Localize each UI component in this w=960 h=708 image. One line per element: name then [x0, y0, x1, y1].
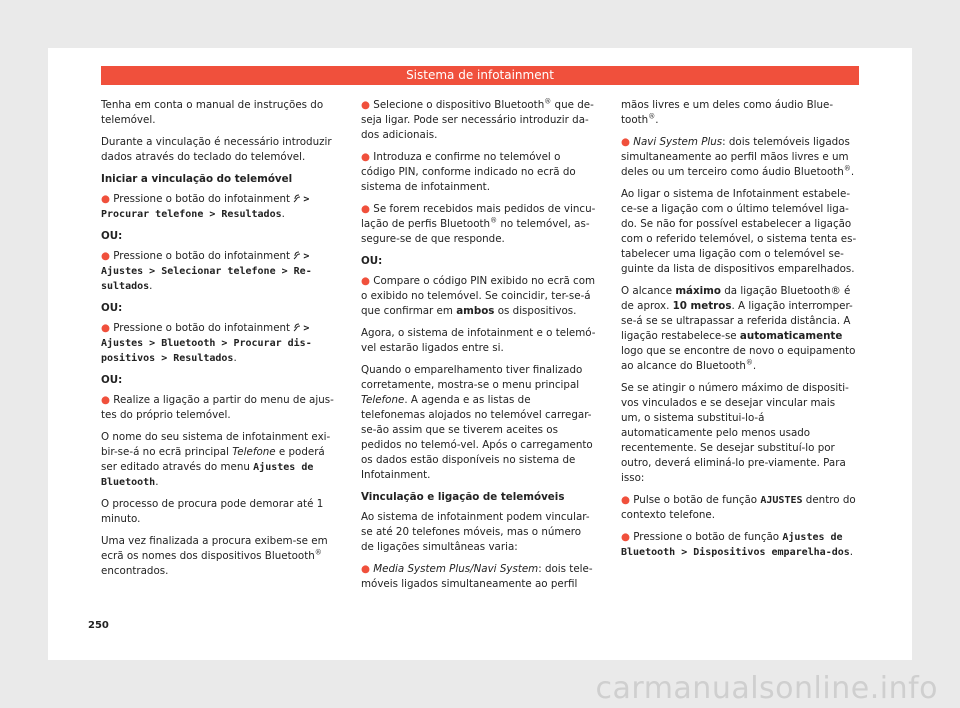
bullet-text: dentro do contexto telefone.: [621, 494, 856, 521]
bullet-text: Selecione o dispositivo Bluetooth: [373, 99, 545, 111]
or-label: OU:: [101, 230, 123, 242]
menu-path: > Ajustes > Selecionar telefone > Re-sultados: [101, 251, 312, 292]
bullet-icon: ●: [621, 494, 630, 506]
bullet-item: ● Pressione o botão do infotainment > Procurar telefone > Resultados.: [101, 193, 310, 220]
bullet-item: [101, 393, 337, 423]
menu-path: > Procurar telefone > Resultados: [101, 194, 310, 220]
bullet-text: : dois telemóveis ligados simultaneamente ao perfil mãos livres e um deles ou um terceiro como áudio Bluetooth: [621, 136, 850, 178]
bullet-text: que de-seja ligar. Pode ser necessário introduzir da-dos adicionais.: [361, 99, 594, 141]
text: e poderá ser editado através do menu: [101, 446, 325, 473]
menu-path: AJUSTES: [760, 495, 803, 506]
bullet-item: [361, 562, 597, 592]
column-3: [621, 98, 857, 567]
registered-mark: ®: [843, 164, 851, 173]
section-heading: Vinculação e ligação de telemóveis: [361, 491, 565, 503]
paragraph: [101, 534, 337, 579]
bullet-icon: ●: [101, 193, 110, 205]
page-number: 250: [88, 620, 109, 631]
paragraph: [621, 284, 857, 374]
or-label: OU:: [101, 302, 123, 314]
phone-wave-icon: [293, 251, 303, 260]
bold-text: ambos: [456, 305, 495, 317]
text: Telefone: [361, 394, 405, 406]
bullet-item: [361, 202, 597, 247]
registered-mark: ®: [745, 358, 753, 367]
paragraph: Ao ligar o sistema de Infotainment estabele-ce-se a ligação com o último telemóvel liga-do. Se não for possível estabelecer a ligação com o referido telemóvel, o sistema tenta es-tabelecer uma ligação com o telemóvel se-guinte da lista de dispositivos emparelhados.: [621, 188, 857, 275]
bullet-icon: ●: [101, 322, 110, 334]
registered-mark: ®: [544, 97, 552, 106]
paragraph: Ao sistema de infotainment podem vincular-se até 20 telefones móveis, mas o número de ligações simultâneas varia:: [361, 511, 590, 553]
bullet-item: [621, 530, 857, 560]
text: O nome do seu sistema de infotainment exi-bir-se-á no ecrã principal: [101, 431, 331, 458]
menu-path: > Ajustes > Bluetooth > Procurar dis-positivos > Resultados: [101, 323, 312, 364]
paragraph: O processo de procura pode demorar até 1 minuto.: [101, 498, 324, 525]
bullet-icon: ●: [361, 99, 370, 111]
paragraph: Agora, o sistema de infotainment e o telemó-vel estarão ligados entre si.: [361, 327, 596, 354]
or-label: OU:: [101, 374, 123, 386]
paragraph: [361, 363, 597, 483]
watermark: carmanualsonline.info: [595, 671, 938, 706]
bullet-text: Se forem recebidos mais pedidos de vincu-lação de perfis Bluetooth: [361, 203, 596, 230]
bullet-text: Realize a ligação a partir do menu de ajus-tes do próprio telemóvel.: [101, 394, 334, 421]
menu-path: Ajustes de Bluetooth: [101, 462, 314, 488]
bold-text: 10 metros: [672, 300, 732, 312]
or-label: OU:: [361, 255, 383, 267]
menu-path: Ajustes de Bluetooth > Dispositivos emparelha-dos: [621, 532, 850, 558]
bold-text: automaticamente: [739, 330, 843, 342]
section-header: Sistema de infotainment: [101, 66, 859, 85]
bullet-item: [361, 98, 597, 143]
paragraph: Durante a vinculação é necessário introduzir dados através do teclado do telemóvel.: [101, 136, 332, 163]
bullet-text: os dispositivos.: [494, 305, 577, 317]
text: Navi System Plus: [633, 136, 723, 148]
text: Quando o emparelhamento tiver finalizado corretamente, mostra-se o menu principal: [361, 364, 583, 391]
bullet-text: Pressione o botão do infotainment: [113, 193, 291, 205]
column-1: [101, 98, 337, 586]
text: Telefone: [232, 446, 276, 458]
text: O alcance: [621, 285, 676, 297]
bullet-icon: ●: [361, 151, 370, 163]
bullet-text: Introduza e confirme no telemóvel o código PIN, conforme indicado no ecrã do sistema de infotainment.: [361, 151, 576, 193]
text: .: [850, 166, 855, 178]
bullet-icon: ●: [101, 394, 110, 406]
paragraph: Tenha em conta o manual de instruções do telemóvel.: [101, 99, 324, 126]
bullet-text: .: [849, 546, 854, 558]
bullet-item: ● Pressione o botão do infotainment > Ajustes > Selecionar telefone > Re-sultados.: [101, 250, 312, 292]
bullet-icon: ●: [621, 531, 630, 543]
bullet-text: Pressione o botão de função: [633, 531, 783, 543]
registered-mark: ®: [648, 112, 656, 121]
bullet-text: no telemóvel, as-segure-se de que responde.: [361, 218, 590, 245]
section-heading: Iniciar a vinculação do telemóvel: [101, 173, 293, 185]
bullet-item: [621, 493, 857, 523]
text: Media System Plus/Navi System: [373, 563, 539, 575]
bullet-icon: ●: [621, 136, 630, 148]
text: .: [752, 360, 757, 372]
bold-text: máximo: [675, 285, 721, 297]
bullet-icon: ●: [361, 275, 370, 287]
bullet-item: [361, 274, 597, 319]
registered-mark: ®: [490, 216, 498, 225]
bullet-text: : dois tele-móveis ligados simultaneamente ao perfil: [361, 563, 593, 590]
text: Uma vez finalizada a procura exibem-se em ecrã os nomes dos dispositivos Bluetooth: [101, 535, 328, 562]
paragraph: Se se atingir o número máximo de dispositi-vos vinculados e se desejar vincular mais um, o sistema substitui-lo-á automaticamente pelo menos usado recentemente. Se desejar substituí-lo por outro, deverá eliminá-lo pre-viamente. Para isso:: [621, 382, 849, 484]
text: . A ligação interromper-se-á se se ultrapassar a referida distância. A ligação restabelece-se: [621, 300, 853, 342]
text: . A agenda e as listas de telefonemas alojados no telemóvel carregar-se-ão assim que se tiverem aceites os pedidos no telemó-vel. Após o carregamento os dados estão disponíveis no sistema de Infotainment.: [361, 394, 593, 481]
bullet-text: Compare o código PIN exibido no ecrã com o exibido no telemóvel. Se coincidir, ter-se-á que confirmar em: [361, 275, 596, 317]
phone-wave-icon: [293, 194, 303, 203]
bullet-icon: ●: [361, 563, 370, 575]
text: mãos livres e um deles como áudio Blue-tooth: [621, 99, 834, 126]
bullet-icon: ●: [101, 250, 110, 262]
bullet-item: [361, 150, 597, 195]
paragraph: [621, 98, 857, 128]
registered-mark: ®: [314, 548, 322, 557]
paragraph: O nome do seu sistema de infotainment exi-bir-se-á no ecrã principal Telefone e poderá ser editado através do menu Ajustes de Bluetooth.: [101, 431, 331, 488]
text: da ligação Bluetooth® é de aprox.: [621, 285, 851, 312]
column-2: [361, 98, 597, 599]
bullet-icon: ●: [361, 203, 370, 215]
text: logo que se encontre de novo o equipamento ao alcance do Bluetooth: [621, 345, 856, 372]
text: encontrados.: [101, 565, 169, 577]
bullet-text: Pulse o botão de função: [633, 494, 761, 506]
bullet-text: Pressione o botão do infotainment: [113, 322, 291, 334]
text: .: [655, 114, 659, 126]
bullet-item: ● Pressione o botão do infotainment > Ajustes > Bluetooth > Procurar dis-positivos > Resultados.: [101, 322, 312, 364]
phone-wave-icon: [293, 323, 303, 332]
bullet-text: Pressione o botão do infotainment: [113, 250, 291, 262]
bullet-item: [621, 135, 857, 180]
